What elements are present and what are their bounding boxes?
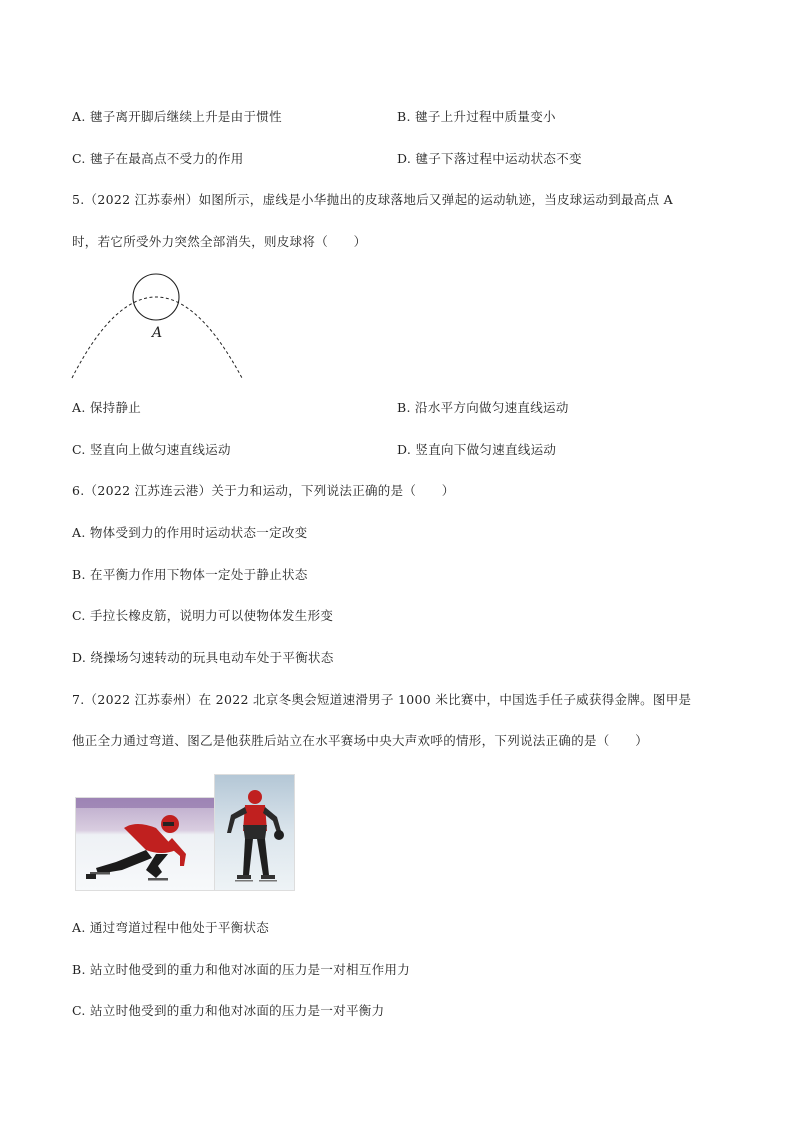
q7-option-b: B. 站立时他受到的重力和他对冰面的压力是一对相互作用力 <box>72 962 411 977</box>
q4-option-a: A. 毽子离开脚后继续上升是由于惯性 <box>72 109 282 124</box>
q4-option-b: B. 毽子上升过程中质量变小 <box>397 109 556 124</box>
q6-option-b: B. 在平衡力作用下物体一定处于静止状态 <box>72 567 308 582</box>
q6-option-a: A. 物体受到力的作用时运动状态一定改变 <box>72 525 308 540</box>
q5-stem-line1: 5.（2022 江苏泰州）如图所示，虚线是小华抛出的皮球落地后又弹起的运动轨迹，当皮球运动到最高点 A <box>72 192 674 207</box>
q5-option-a: A. 保持静止 <box>72 400 142 415</box>
ball-trajectory-diagram <box>70 266 250 382</box>
q5-stem-line2: 时，若它所受外力突然全部消失，则皮球将（ ） <box>72 234 367 249</box>
skater-standing-photo <box>214 774 295 891</box>
q6-option-c: C. 手拉长橡皮筋，说明力可以使物体发生形变 <box>72 608 334 623</box>
q7-option-a: A. 通过弯道过程中他处于平衡状态 <box>72 920 270 935</box>
q7-stem-line1: 7.（2022 江苏泰州）在 2022 北京冬奥会短道速滑男子 1000 米比赛中，中国选手任子威获得金牌。图甲是 <box>72 692 692 707</box>
q7-option-c: C. 站立时他受到的重力和他对冰面的压力是一对平衡力 <box>72 1003 385 1018</box>
skater-cornering-photo <box>75 797 216 891</box>
q5-option-b: B. 沿水平方向做匀速直线运动 <box>397 400 569 415</box>
q6-stem: 6.（2022 江苏连云港）关于力和运动，下列说法正确的是（ ） <box>72 483 455 498</box>
q5-option-d: D. 竖直向下做匀速直线运动 <box>397 442 557 457</box>
point-a-label: A <box>152 325 163 341</box>
q4-option-d: D. 毽子下落过程中运动状态不变 <box>397 151 582 166</box>
q7-stem-line2: 他正全力通过弯道、图乙是他获胜后站立在水平赛场中央大声欢呼的情形，下列说法正确的是（ ） <box>72 733 649 748</box>
q4-option-c: C. 毽子在最高点不受力的作用 <box>72 151 244 166</box>
q6-option-d: D. 绕操场匀速转动的玩具电动车处于平衡状态 <box>72 650 334 665</box>
q5-option-c: C. 竖直向上做匀速直线运动 <box>72 442 231 457</box>
